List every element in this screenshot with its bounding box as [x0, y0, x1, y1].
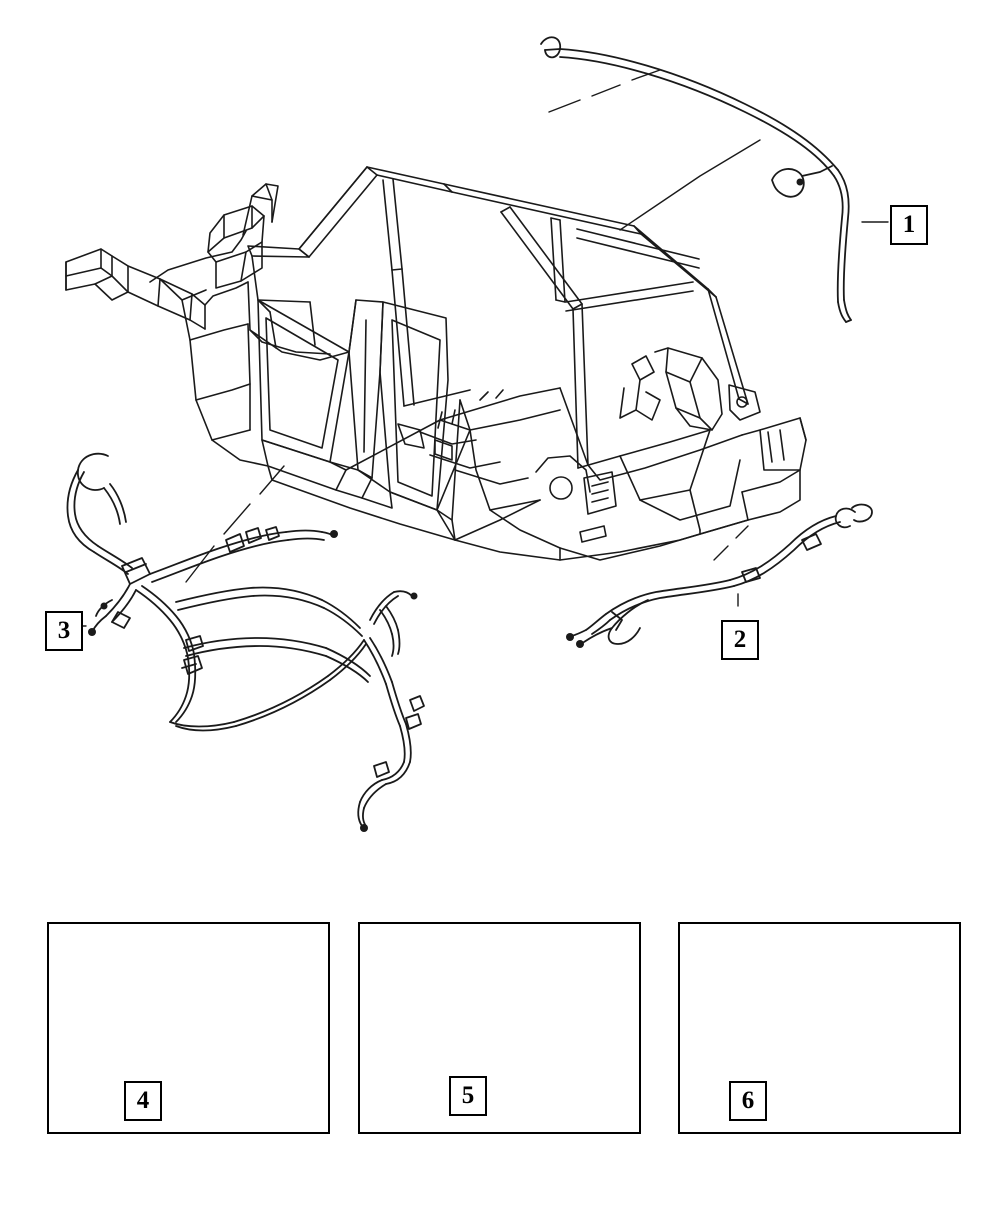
left-door-sill-trim-panel	[47, 922, 330, 1134]
floor-wiring-harness	[60, 454, 424, 832]
callout-1[interactable]: 1	[890, 205, 928, 245]
center-sill-trim-panel	[358, 922, 641, 1134]
callout-4[interactable]: 4	[124, 1081, 162, 1121]
callout-2[interactable]: 2	[721, 620, 759, 660]
vehicle-body-shell	[66, 167, 806, 560]
rear-body-wiring-harness	[566, 505, 872, 648]
callout-6[interactable]: 6	[729, 1081, 767, 1121]
callout-3[interactable]: 3	[45, 611, 83, 651]
callout-5[interactable]: 5	[449, 1076, 487, 1116]
right-door-sill-trim-panel	[678, 922, 961, 1134]
overhead-roof-wiring-harness	[541, 37, 888, 322]
